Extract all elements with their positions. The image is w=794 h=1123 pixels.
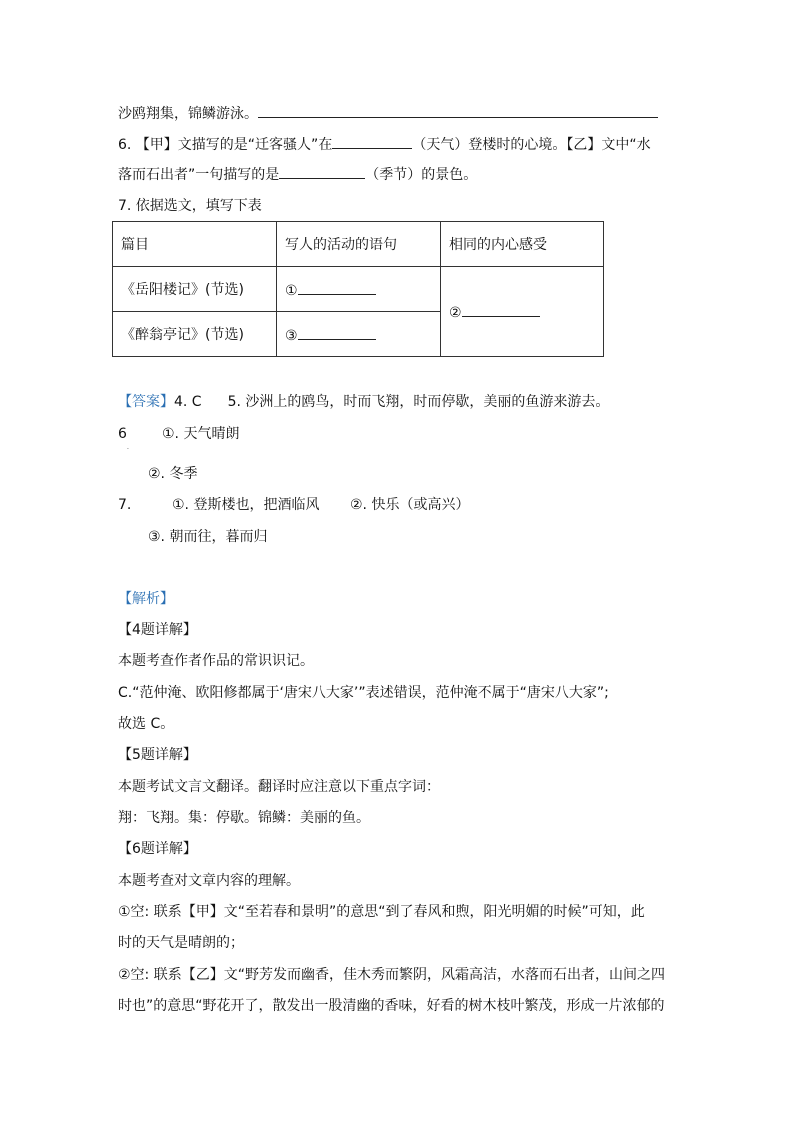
q6-blank-season[interactable]	[279, 164, 365, 179]
q6-text-1a: 6. 【甲】文描写的是“迁客骚人”在	[118, 137, 333, 153]
q6-text-2a: 落而石出者”一句描写的是	[118, 167, 280, 183]
detail-5-title: 【5题详解】	[118, 747, 197, 763]
detail-6-line-1: 本题考查对文章内容的理解。	[118, 873, 300, 889]
detail-4-line-3: 故选 C。	[118, 716, 175, 732]
detail-6-line-2: ①空: 联系【甲】文“至若春和景明”的意思“到了春风和煦，阳光明媚的时候”可知，此	[118, 904, 645, 920]
answer-tag: 【答案】	[118, 394, 174, 410]
q6-text-1b: （天气）登楼时的心境。【乙】文中“水	[412, 137, 651, 153]
cell-blank-line[interactable]	[462, 302, 540, 317]
detail-4-title: 【4题详解】	[118, 622, 197, 638]
table-cell-title: 《岳阳楼记》(节选)	[113, 267, 277, 312]
answer-q7-a3: ③. 朝而往，暮而归	[148, 529, 268, 545]
table-header-cell: 相同的内心感受	[441, 222, 604, 267]
q6-blank-weather[interactable]	[332, 134, 412, 149]
table-header-cell: 写人的活动的语句	[277, 222, 441, 267]
detail-6-title: 【6题详解】	[118, 841, 197, 857]
q7-title: 7. 依据选文，填写下表	[118, 198, 262, 214]
table-header-row	[113, 222, 604, 267]
answer-q7-a1: ①. 登斯楼也，把酒临风	[172, 497, 320, 513]
blank-mark: ③	[285, 327, 298, 344]
answer-q7-a2: ②. 快乐（或高兴）	[350, 497, 470, 513]
detail-6-line-5: 时也”的意思“野花开了，散发出一股清幽的香味，好看的树木枝叶繁茂，形成一片浓郁的	[118, 998, 665, 1014]
detail-6-line-4: ②空: 联系【乙】文“野芳发而幽香，佳木秀而繁阴，风霜高洁，水落而石出者，山间之四	[118, 967, 665, 983]
cell-blank-line[interactable]	[298, 325, 376, 340]
table-row	[113, 267, 604, 312]
q5-text: 沙鸥翔集，锦鳞游泳。	[118, 106, 258, 122]
table-cell-merged-blank[interactable]	[441, 267, 604, 357]
detail-5-line-1: 本题考试文言文翻译。翻译时应注意以下重点字词：	[118, 779, 440, 795]
blank-mark: ①	[285, 282, 298, 299]
answer-q5: 5. 沙洲上的鸥鸟，时而飞翔，时而停歇，美丽的鱼游来游去。	[227, 394, 610, 410]
answer-line-45	[118, 392, 609, 412]
q7-table	[112, 221, 604, 357]
answer-q4: 4. C	[174, 394, 202, 410]
blank-mark: ②	[449, 305, 462, 321]
q5-blank[interactable]	[258, 103, 658, 118]
q6-line-2	[118, 164, 477, 185]
q5-answer-line	[118, 103, 658, 124]
detail-6-line-3: 时的天气是晴朗的；	[118, 935, 244, 951]
answer-q7-num: 7.	[118, 497, 132, 513]
table-header-cell: 篇目	[113, 222, 277, 267]
detail-4-line-1: 本题考查作者作品的常识识记。	[118, 653, 314, 669]
answer-q6-num: 6	[118, 426, 127, 442]
table-cell-blank[interactable]	[277, 312, 441, 357]
cell-blank-line[interactable]	[298, 280, 376, 295]
stray-dot: ·	[127, 446, 129, 453]
q6-line-1	[118, 134, 651, 155]
table-cell-blank[interactable]	[277, 267, 441, 312]
q6-text-2b: （季节）的景色。	[365, 167, 478, 183]
answer-q6-a1: ①. 天气晴朗	[162, 426, 240, 442]
answer-q6-a2: ②. 冬季	[148, 466, 198, 482]
detail-5-line-2: 翔：飞翔。集：停歇。锦鳞：美丽的鱼。	[118, 810, 370, 826]
analysis-tag: 【解析】	[118, 591, 174, 607]
table-cell-title: 《醉翁亭记》(节选)	[113, 312, 277, 357]
detail-4-line-2: C.“范仲淹、欧阳修都属于‘唐宋八大家’”表述错误，范仲淹不属于“唐宋八大家”;	[118, 685, 609, 701]
